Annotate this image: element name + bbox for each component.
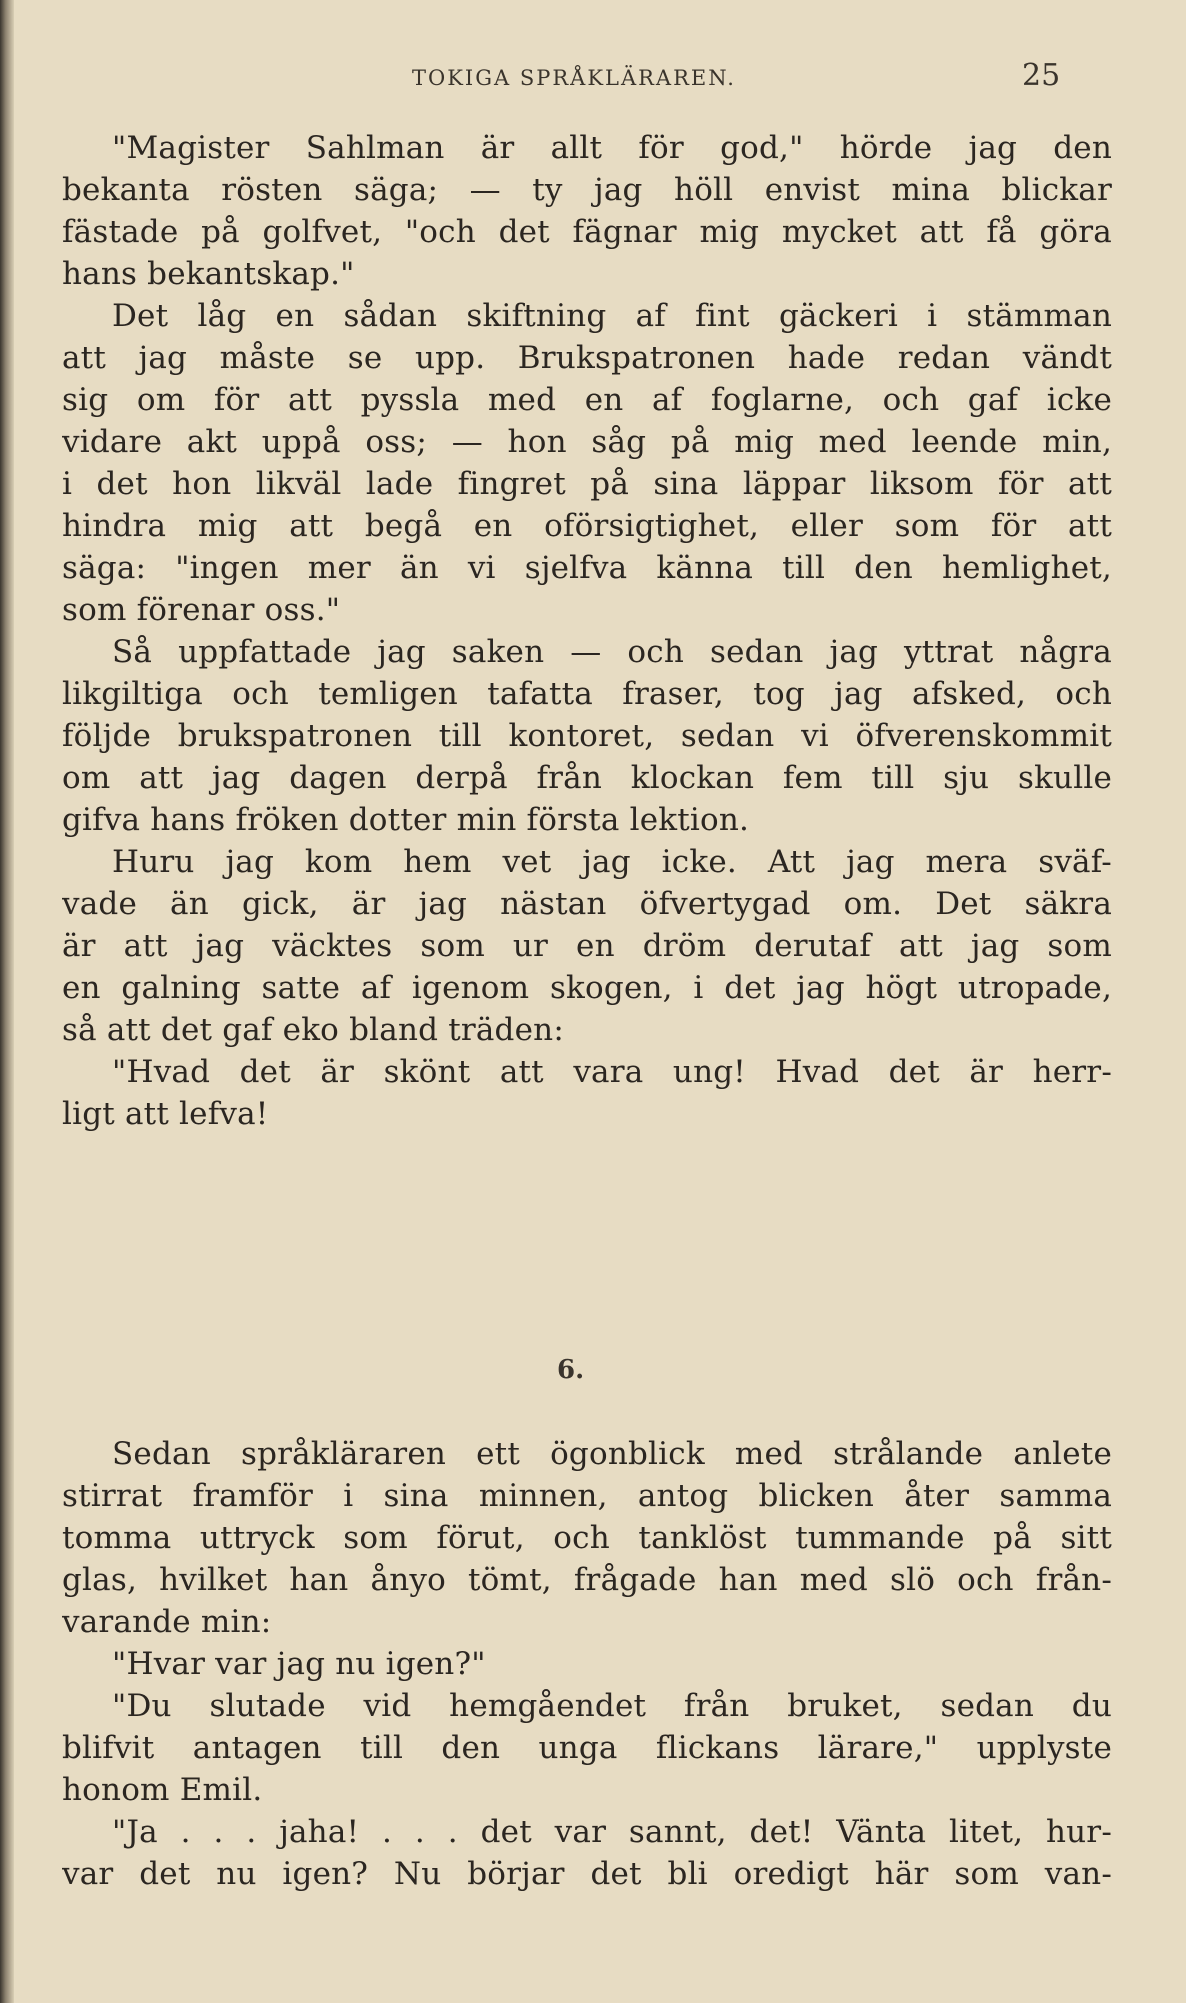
text-line: sig om för att pyssla med en af foglarne, och gaf icke (62, 382, 1112, 418)
text-line: "Ja . . . jaha! . . . det var sannt, det! Vänta litet, hur- (112, 1814, 1112, 1850)
text-line: varande min: (62, 1604, 272, 1640)
text-line: som förenar oss." (62, 592, 341, 628)
text-line: hindra mig att begå en oförsigtighet, eller som för att (62, 508, 1112, 544)
text-line: att jag måste se upp. Brukspatronen hade redan vändt (62, 340, 1112, 376)
text-line: i det hon likväl lade fingret på sina läppar liksom för att (62, 466, 1112, 502)
text-line: blifvit antagen till den unga flickans lärare," upplyste (62, 1730, 1112, 1766)
text-line: gifva hans fröken dotter min första lektion. (62, 802, 750, 838)
text-line: "Du slutade vid hemgåendet från bruket, sedan du (112, 1688, 1112, 1724)
text-line: stirrat framför i sina minnen, antog blicken åter samma (62, 1478, 1112, 1514)
running-title: TOKIGA SPRÅKLÄRAREN. (412, 66, 736, 90)
text-line: var det nu igen? Nu börjar det bli oredigt här som van- (62, 1856, 1112, 1892)
text-line: "Hvad det är skönt att vara ung! Hvad det är herr- (112, 1054, 1112, 1090)
text-line: hans bekantskap." (62, 256, 355, 292)
text-line: Det låg en sådan skiftning af fint gäckeri i stämman (112, 298, 1112, 334)
text-block-upper (62, 127, 1112, 1135)
text-line: följde brukspatronen till kontoret, sedan vi öfverenskommit (62, 718, 1112, 754)
text-block-lower (62, 1433, 1112, 1895)
text-line: vidare akt uppå oss; — hon såg på mig med leende min, (62, 424, 1112, 460)
text-line: Så uppfattade jag saken — och sedan jag yttrat några (112, 634, 1112, 670)
text-line: Sedan språkläraren ett ögonblick med strålande anlete (112, 1436, 1112, 1472)
text-line: om att jag dagen derpå från klockan fem till sju skulle (62, 760, 1112, 796)
text-line: vade än gick, är jag nästan öfvertygad om. Det säkra (62, 886, 1112, 922)
text-line: ligt att lefva! (62, 1096, 269, 1132)
page-header (62, 56, 1112, 96)
text-line: fästade på golfvet, "och det fägnar mig mycket att få göra (62, 214, 1112, 250)
text-line: en galning satte af igenom skogen, i det jag högt utropade, (62, 970, 1112, 1006)
text-line: säga: "ingen mer än vi sjelfva känna till den hemlighet, (62, 550, 1112, 586)
text-line: "Hvar var jag nu igen?" (112, 1646, 486, 1682)
text-line: är att jag väcktes som ur en dröm derutaf att jag som (62, 928, 1112, 964)
text-line: tomma uttryck som förut, och tanklöst tummande på sitt (62, 1520, 1112, 1556)
text-line: glas, hvilket han ånyo tömt, frågade han med slö och från- (62, 1562, 1112, 1598)
page-number: 25 (1022, 58, 1061, 93)
text-line: bekanta rösten säga; — ty jag höll envist mina blickar (62, 172, 1112, 208)
book-page (62, 0, 1112, 2003)
text-line: "Magister Sahlman är allt för god," hörde jag den (112, 130, 1112, 166)
text-line: så att det gaf eko bland träden: (62, 1012, 564, 1048)
text-line: Huru jag kom hem vet jag icke. Att jag mera sväf- (112, 844, 1112, 880)
text-line: honom Emil. (62, 1772, 263, 1808)
book-gutter-shadow (0, 0, 14, 2003)
section-number: 6. (557, 1355, 585, 1385)
text-line: likgiltiga och temligen tafatta fraser, tog jag afsked, och (62, 676, 1112, 712)
